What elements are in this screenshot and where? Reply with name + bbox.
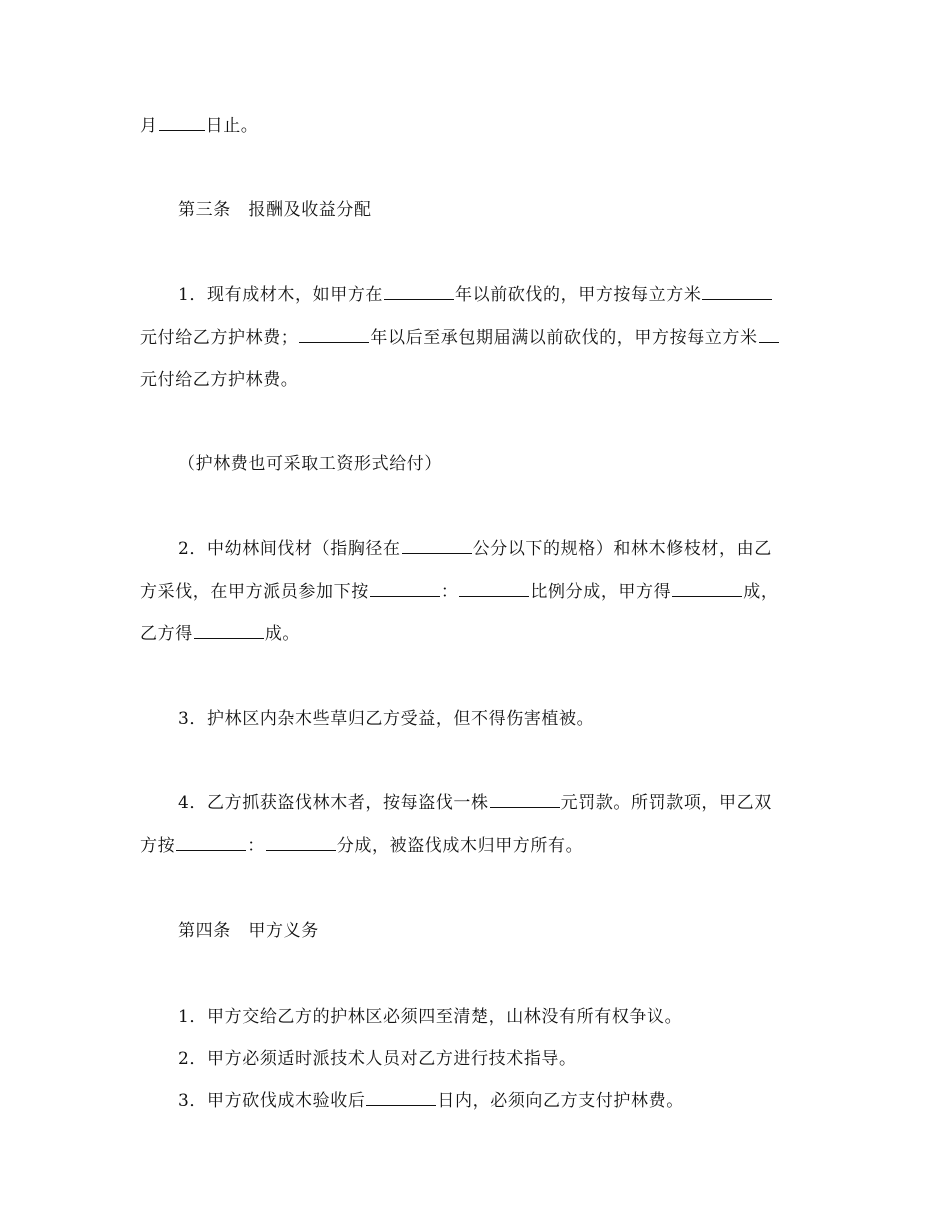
text: ：	[247, 836, 265, 856]
text: 4．乙方抓获盗伐林木者，按每盗伐一株	[178, 793, 489, 813]
text: 日内，必须向乙方支付护林费。	[437, 1091, 684, 1111]
fill-blank[interactable]	[194, 622, 264, 639]
article-3-heading: 第三条 报酬及收益分配	[178, 200, 372, 220]
duty-1: 1．甲方交给乙方的护林区必须四至清楚，山林没有所有权争议。	[178, 1007, 683, 1027]
clause-3-4-line-2	[140, 834, 583, 858]
clause-3-1-line-3: 元付给乙方护林费。	[140, 370, 299, 390]
fill-blank[interactable]	[366, 1089, 436, 1106]
text: 乙方得	[140, 624, 193, 644]
text: 比例分成，甲方得	[530, 582, 672, 602]
text: 年以后至承包期届满以前砍伐的，甲方按每立方米	[370, 328, 758, 348]
fill-blank[interactable]	[266, 834, 336, 851]
text: ：	[440, 582, 459, 602]
text: 分成，被盗伐成木归甲方所有。	[336, 836, 584, 856]
text: 方采伐，在甲方派员参加下按	[140, 582, 369, 602]
text: 成。	[264, 624, 301, 644]
fill-blank[interactable]	[702, 283, 772, 300]
clause-3-2-line-3	[140, 622, 300, 646]
fill-blank[interactable]	[402, 537, 472, 554]
fill-blank[interactable]	[159, 114, 205, 131]
text: 1．现有成材木，如甲方在	[178, 285, 384, 305]
duty-2: 2．甲方必须适时派技术人员对乙方进行技术指导。	[178, 1049, 577, 1069]
clause-3-4-line-1	[178, 791, 772, 815]
fill-blank[interactable]	[299, 326, 369, 343]
text: 元付给乙方护林费；	[140, 328, 299, 348]
text: 日止。	[205, 116, 259, 136]
clause-3-1-line-2	[140, 326, 780, 350]
text: 月	[140, 116, 158, 136]
fill-blank[interactable]	[672, 580, 742, 597]
text: 成，	[743, 582, 779, 602]
fill-blank[interactable]	[384, 283, 454, 300]
fill-blank[interactable]	[759, 326, 779, 343]
line-contract-end	[140, 114, 258, 138]
text: 3．甲方砍伐成木验收后	[178, 1091, 366, 1111]
clause-3-3: 3．护林区内杂木些草归乙方受益，但不得伤害植被。	[178, 709, 595, 729]
text: 年以前砍伐的，甲方按每立方米	[455, 285, 702, 305]
fill-blank[interactable]	[176, 834, 246, 851]
text: 元罚款。所罚款项，甲乙双	[560, 793, 772, 813]
duty-3	[178, 1089, 684, 1113]
fill-blank[interactable]	[490, 791, 560, 808]
clause-3-2-line-1	[178, 537, 772, 561]
clause-3-1-line-1	[178, 283, 773, 307]
text: 公分以下的规格）和林木修枝材，由乙	[472, 539, 772, 559]
fill-blank[interactable]	[370, 580, 440, 597]
text: 方按	[140, 836, 176, 856]
clause-note: （护林费也可采取工资形式给付）	[178, 454, 442, 474]
text: 2．中幼林间伐材（指胸径在	[178, 539, 401, 559]
article-4-heading: 第四条 甲方义务	[178, 921, 319, 941]
fill-blank[interactable]	[459, 580, 529, 597]
clause-3-2-line-2	[140, 580, 778, 604]
